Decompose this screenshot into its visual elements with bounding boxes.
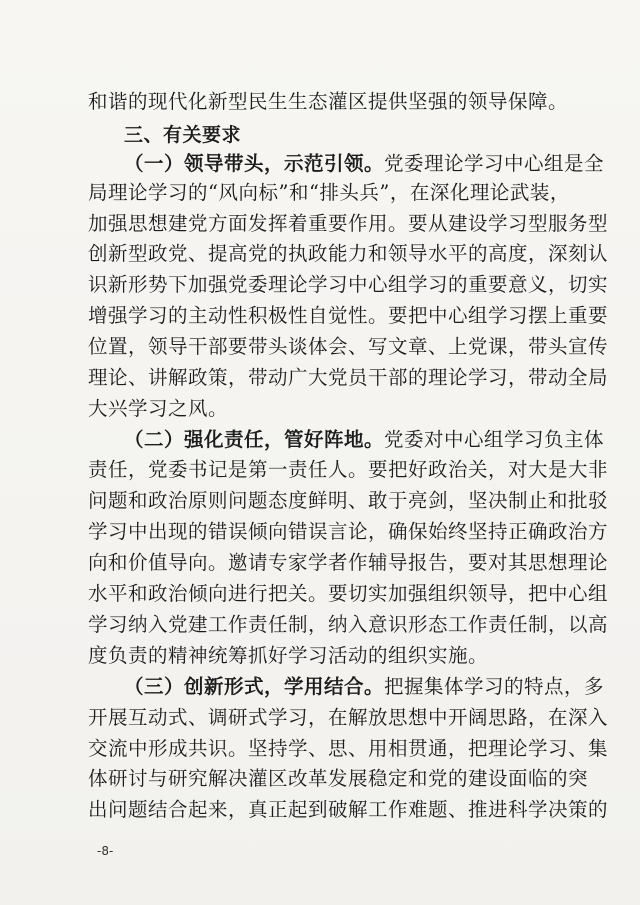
text-line: 位置，领导干部要带头谈体会、写文章、上党课，带头宣传 [88,335,609,358]
text-line: 局理论学习的“风向标”和“排头兵”，在深化理论武装， [88,181,570,204]
paragraph-first-line [124,428,605,452]
text-line: 度负责的精神统筹抓好学习活动的组织实施。 [88,644,489,667]
text-line: 学习纳入党建工作责任制，纳入意识形态工作责任制，以高 [88,613,609,636]
subheading: （二）强化责任，管好阵地。 [124,428,385,451]
text-line: 把握集体学习的特点，多 [384,675,605,698]
section-heading: 三、有关要求 [124,124,242,146]
subheading: （一）领导带头，示范引领。 [124,152,385,175]
paragraph-first-line [124,152,605,176]
text-line: 识新形势下加强党委理论学习中心组学习的重要意义，切实 [88,273,609,296]
page-number: -8- [97,844,114,858]
text-line: 交流中形成共识。坚持学、思、用相贯通，把理论学习、集 [88,737,609,760]
subheading: （三）创新形式，学用结合。 [124,675,385,698]
text-line: 党委理论学习中心组是全 [384,152,605,175]
text-line: 水平和政治倾向进行把关。要切实加强组织领导，把中心组 [88,582,609,605]
paragraph-first-line [124,675,605,699]
text-line: 创新型政党、提高党的执政能力和领导水平的高度，深刻认 [88,242,609,265]
text-line: 责任，党委书记是第一责任人。要把好政治关，对大是大非 [88,458,609,481]
text-line: 出问题结合起来，真正起到破解工作难题、推进科学决策的 [88,798,609,821]
text-line: 学习中出现的错误倾向错误言论，确保始终坚持正确政治方 [88,520,609,543]
text-line: 增强学习的主动性积极性自觉性。要把中心组学习摆上重要 [88,304,609,327]
text-line: 加强思想建党方面发挥着重要作用。要从建设学习型服务型 [88,212,609,235]
text-line: 理论、讲解政策，带动广大党员干部的理论学习，带动全局 [88,366,609,389]
text-line: 大兴学习之风。 [88,397,229,420]
text-line: 开展互动式、调研式学习，在解放思想中开阔思路，在深入 [88,706,609,729]
text-line: 向和价值导向。邀请专家学者作辅导报告，要对其思想理论 [88,551,609,574]
text-line: 问题和政治原则问题态度鲜明、敢于亮剑，坚决制止和批驳 [88,489,609,512]
text-line: 体研讨与研究解决灌区改革发展稳定和党的建设面临的突 [88,767,589,790]
text-line: 和谐的现代化新型民生生态灌区提供坚强的领导保障。 [88,90,569,113]
text-line: 党委对中心组学习负主体 [384,428,605,451]
